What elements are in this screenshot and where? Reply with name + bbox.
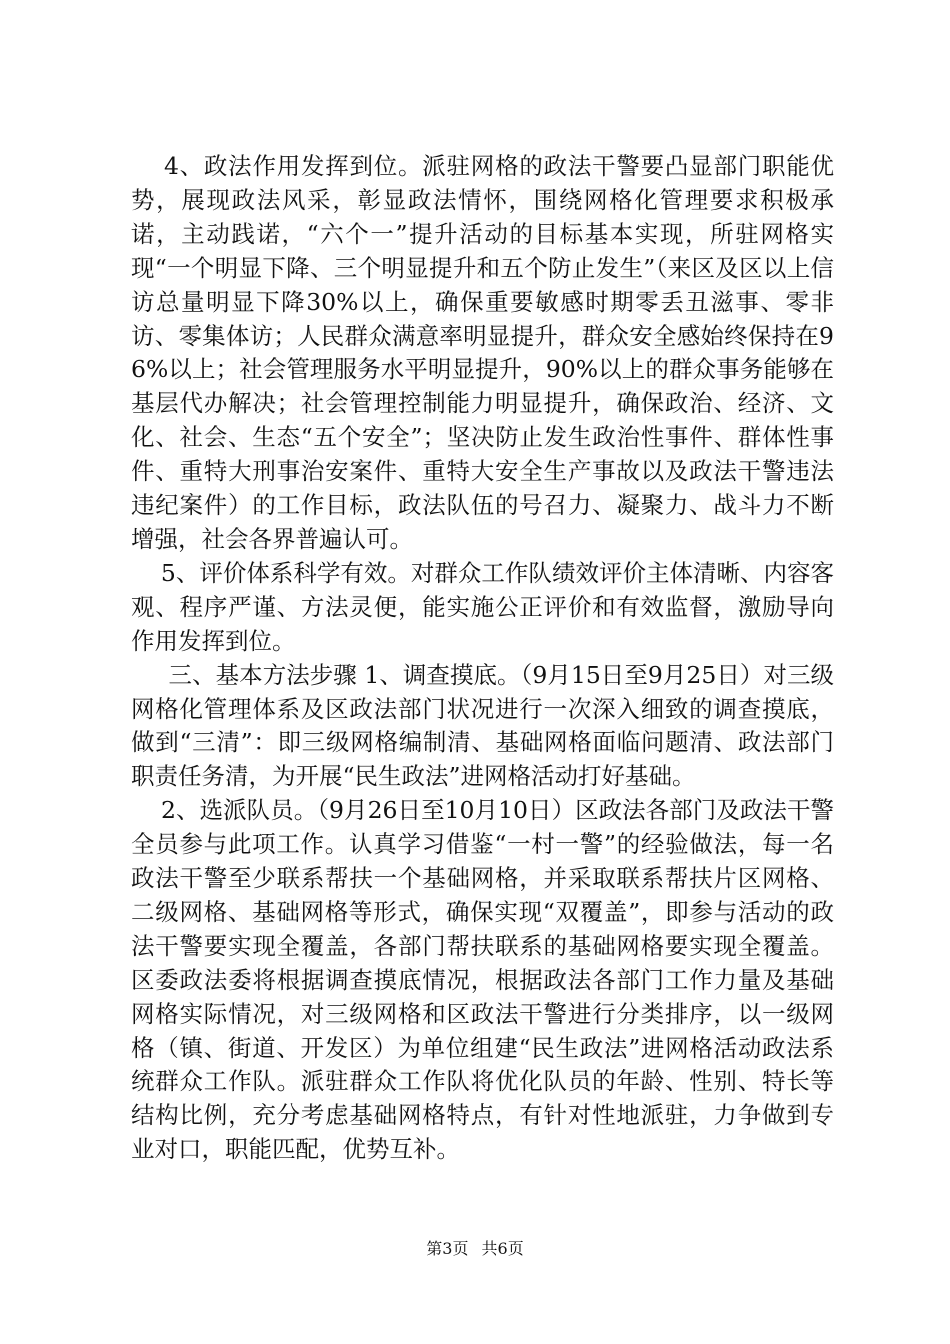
paragraph-item-4: 4、政法作用发挥到位。派驻网格的政法干警要凸显部门职能优势，展现政法风采，彰显政法情怀，围绕网格化管理要求积极承诺，主动践诺，“六个一”提升活动的目标基本实现，所驻网格实现“一个明显下降、三个明显提升和五个防止发生”（来区及区以上信访总量明显下降30%以上，确保重要敏感时期零丢丑滋事、零非访、零集体访；人民群众满意率明显提升，群众安全感始终保持在96%以上；社会管理服务水平明显提升，90%以上的群众事务能够在基层代办解决；社会管理控制能力明显提升，确保政治、经济、文化、社会、生态“五个安全”；坚决防止发生政治性事件、群体性事件、重特大刑事治安案件、重特大安全生产事故以及政法干警违法违纪案件）的工作目标，政法队伍的号召力、凝聚力、战斗力不断增强，社会各界普遍认可。 <box>131 152 834 553</box>
page-total: 共6页 <box>481 1239 524 1258</box>
page-number: 第3页 <box>426 1239 469 1258</box>
document-body <box>131 150 834 1167</box>
paragraph-step-2: 2、选派队员。（9月26日至10月10日）区政法各部门及政法干警全员参与此项工作。认真学习借鉴“一村一警”的经验做法，每一名政法干警至少联系帮扶一个基础网格，并采取联系帮扶片区网格、二级网格、基础网格等形式，确保实现“双覆盖”，即参与活动的政法干警要实现全覆盖，各部门帮扶联系的基础网格要实现全覆盖。区委政法委将根据调查摸底情况，根据政法各部门工作力量及基础网格实际情况，对三级网格和区政法干警进行分类排序，以一级网格（镇、街道、开发区）为单位组建“民生政法”进网格活动政法系统群众工作队。派驻群众工作队将优化队员的年龄、性别、特长等结构比例，充分考虑基础网格特点，有针对性地派驻，力争做到专业对口，职能匹配，优势互补。 <box>131 796 834 1164</box>
page-footer <box>0 1239 950 1259</box>
paragraph-section-3-step-1: 三、基本方法步骤 1、调查摸底。（9月15日至9月25日）对三级网格化管理体系及区政法部门状况进行一次深入细致的调查摸底，做到“三清”：即三级网格编制清、基础网格面临问题清、政法部门职责任务清，为开展“民生政法”进网格活动打好基础。 <box>131 660 834 791</box>
paragraph-item-5: 5、评价体系科学有效。对群众工作队绩效评价主体清晰、内容客观、程序严谨、方法灵便，能实施公正评价和有效监督，激励导向作用发挥到位。 <box>131 558 834 655</box>
